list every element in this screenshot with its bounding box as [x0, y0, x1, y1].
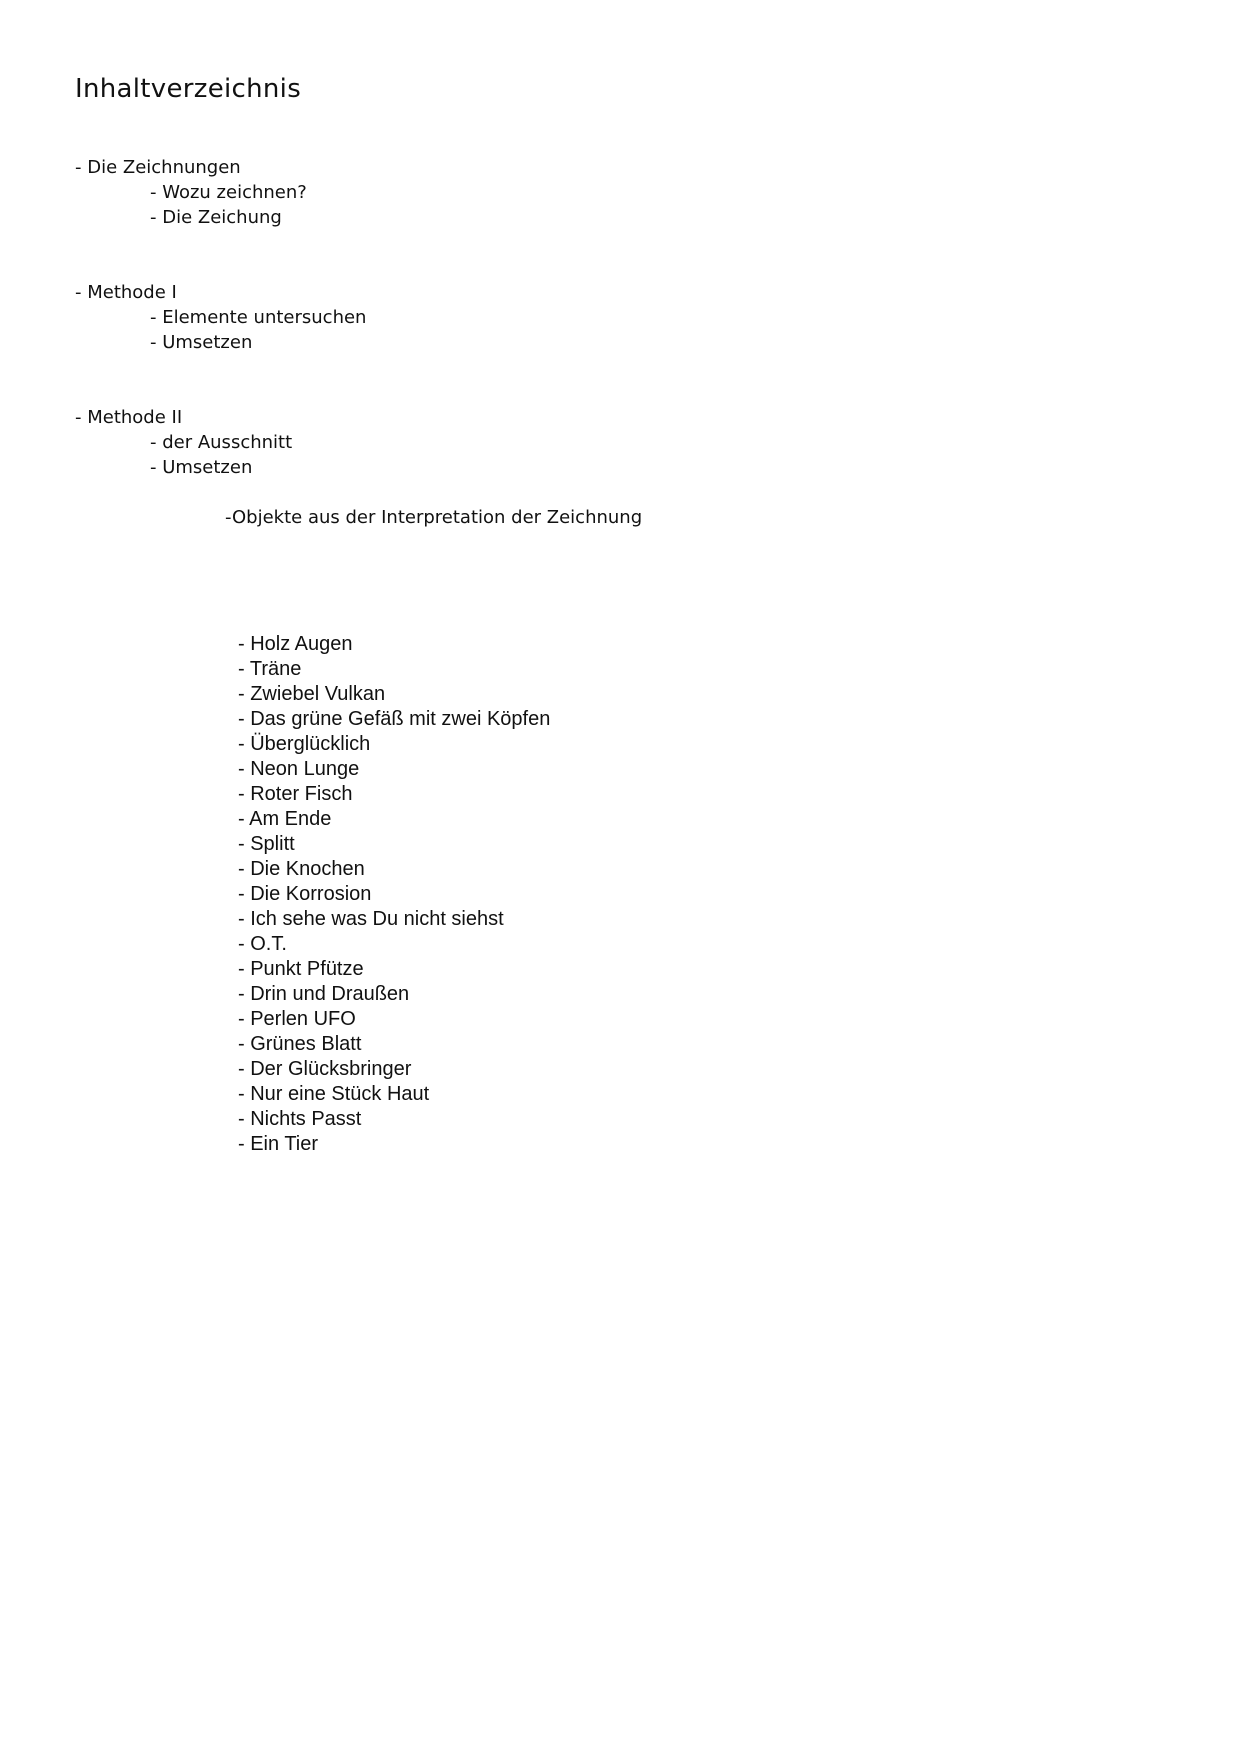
section-item-der-ausschnitt: - der Ausschnitt: [150, 432, 293, 453]
section-heading-die-zeichnungen: - Die Zeichnungen: [75, 157, 241, 178]
list-item: - Zwiebel Vulkan: [238, 683, 386, 705]
list-item: - Am Ende: [238, 808, 332, 830]
list-item: - Träne: [238, 658, 302, 680]
section-item-umsetzen-2: - Umsetzen: [150, 457, 253, 478]
page-title: Inhaltverzeichnis: [75, 74, 302, 104]
objects-subheading: -Objekte aus der Interpretation der Zeichnung: [225, 507, 643, 528]
list-item: - Ein Tier: [238, 1133, 319, 1155]
list-item: - Die Korrosion: [238, 883, 372, 905]
list-item: - Das grüne Gefäß mit zwei Köpfen: [238, 708, 551, 730]
list-item: - O.T.: [238, 933, 287, 955]
list-item: - Perlen UFO: [238, 1008, 356, 1030]
list-item: - Nichts Passt: [238, 1108, 362, 1130]
list-item: - Drin und Draußen: [238, 983, 410, 1005]
section-item-die-zeichung: - Die Zeichung: [150, 207, 282, 228]
section-item-umsetzen-1: - Umsetzen: [150, 332, 253, 353]
list-item: - Neon Lunge: [238, 758, 360, 780]
list-item: - Ich sehe was Du nicht siehst: [238, 908, 504, 930]
section-heading-methode-1: - Methode I: [75, 282, 177, 303]
list-item: - Überglücklich: [238, 733, 371, 755]
list-item: - Splitt: [238, 833, 295, 855]
section-item-elemente-untersuchen: - Elemente untersuchen: [150, 307, 367, 328]
objects-list: [238, 632, 550, 1157]
list-item: - Der Glücksbringer: [238, 1058, 412, 1080]
list-item: - Holz Augen: [238, 633, 353, 655]
list-item: - Punkt Pfütze: [238, 958, 364, 980]
list-item: - Die Knochen: [238, 858, 365, 880]
list-item: - Roter Fisch: [238, 783, 353, 805]
section-item-wozu-zeichnen: - Wozu zeichnen?: [150, 182, 307, 203]
section-heading-methode-2: - Methode II: [75, 407, 183, 428]
list-item: - Nur eine Stück Haut: [238, 1083, 430, 1105]
list-item: - Grünes Blatt: [238, 1033, 362, 1055]
